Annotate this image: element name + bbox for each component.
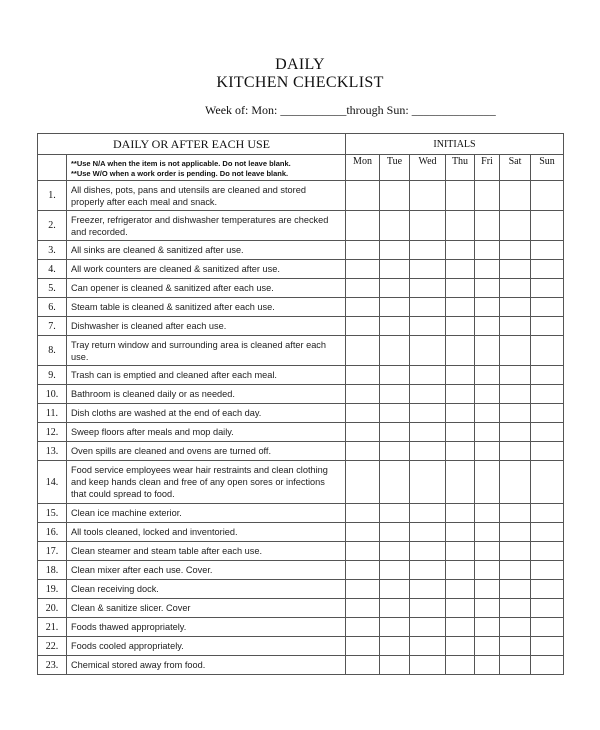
item-number: 22. [38,637,67,656]
subheader-row [38,155,564,181]
initials-cell-mon[interactable] [346,461,380,504]
task-description: Clean mixer after each use. Cover. [67,561,346,580]
checklist-row [38,366,564,385]
initials-cell-thu[interactable] [446,211,475,241]
initials-cell-wed[interactable] [410,404,446,423]
item-number: 18. [38,561,67,580]
initials-cell-sat[interactable] [500,211,531,241]
initials-cell-tue[interactable] [380,404,410,423]
item-number: 7. [38,317,67,336]
checklist-row [38,461,564,504]
initials-cell-tue[interactable] [380,241,410,260]
day-header-thu: Thu [446,155,475,181]
initials-cell-wed[interactable] [410,656,446,675]
initials-cell-wed[interactable] [410,599,446,618]
initials-cell-fri[interactable] [475,241,500,260]
initials-cell-mon[interactable] [346,181,380,211]
item-number: 3. [38,241,67,260]
checklist-row [38,656,564,675]
initials-cell-wed[interactable] [410,260,446,279]
initials-cell-sat[interactable] [500,599,531,618]
task-description: All work counters are cleaned & sanitized after use. [67,260,346,279]
task-description: Bathroom is cleaned daily or as needed. [67,385,346,404]
checklist-row [38,580,564,599]
initials-cell-sat[interactable] [500,366,531,385]
initials-cell-wed[interactable] [410,279,446,298]
initials-cell-mon[interactable] [346,336,380,366]
task-description: Dishwasher is cleaned after each use. [67,317,346,336]
item-number: 4. [38,260,67,279]
task-description: Clean & sanitize slicer. Cover [67,599,346,618]
initials-cell-thu[interactable] [446,423,475,442]
initials-cell-sun[interactable] [531,241,564,260]
item-number: 9. [38,366,67,385]
initials-cell-tue[interactable] [380,442,410,461]
initials-cell-wed[interactable] [410,241,446,260]
initials-cell-tue[interactable] [380,385,410,404]
initials-cell-mon[interactable] [346,211,380,241]
initials-cell-fri[interactable] [475,279,500,298]
initials-cell-thu[interactable] [446,317,475,336]
checklist-row [38,336,564,366]
initials-cell-wed[interactable] [410,423,446,442]
initials-cell-fri[interactable] [475,298,500,317]
initials-cell-wed[interactable] [410,461,446,504]
initials-cell-sat[interactable] [500,336,531,366]
initials-cell-tue[interactable] [380,181,410,211]
initials-cell-sat[interactable] [500,656,531,675]
task-description: Steam table is cleaned & sanitized after each use. [67,298,346,317]
initials-cell-mon[interactable] [346,241,380,260]
initials-cell-thu[interactable] [446,366,475,385]
item-number: 10. [38,385,67,404]
initials-cell-fri[interactable] [475,404,500,423]
initials-cell-sun[interactable] [531,461,564,504]
initials-cell-thu[interactable] [446,561,475,580]
initials-cell-sun[interactable] [531,404,564,423]
item-number: 1. [38,181,67,211]
initials-cell-thu[interactable] [446,241,475,260]
initials-cell-thu[interactable] [446,181,475,211]
header-row [38,134,564,155]
initials-cell-sun[interactable] [531,181,564,211]
initials-cell-tue[interactable] [380,260,410,279]
initials-cell-sat[interactable] [500,504,531,523]
initials-cell-fri[interactable] [475,211,500,241]
initials-cell-thu[interactable] [446,580,475,599]
initials-cell-wed[interactable] [410,336,446,366]
initials-cell-mon[interactable] [346,404,380,423]
initials-cell-mon[interactable] [346,504,380,523]
initials-header: INITIALS [346,134,564,155]
initials-cell-wed[interactable] [410,317,446,336]
task-description: Clean steamer and steam table after each use. [67,542,346,561]
initials-cell-fri[interactable] [475,366,500,385]
initials-cell-wed[interactable] [410,618,446,637]
initials-cell-sat[interactable] [500,442,531,461]
day-header-wed: Wed [410,155,446,181]
initials-cell-mon[interactable] [346,298,380,317]
initials-cell-sun[interactable] [531,523,564,542]
notes-cell [67,155,346,181]
initials-cell-thu[interactable] [446,542,475,561]
initials-cell-mon[interactable] [346,599,380,618]
initials-cell-sat[interactable] [500,423,531,442]
initials-cell-sun[interactable] [531,504,564,523]
task-description: Foods thawed appropriately. [67,618,346,637]
initials-cell-fri[interactable] [475,523,500,542]
initials-cell-sun[interactable] [531,599,564,618]
initials-cell-tue[interactable] [380,656,410,675]
item-number: 20. [38,599,67,618]
task-description: Can opener is cleaned & sanitized after each use. [67,279,346,298]
initials-cell-sat[interactable] [500,385,531,404]
initials-cell-sat[interactable] [500,241,531,260]
initials-cell-sun[interactable] [531,542,564,561]
initials-cell-sun[interactable] [531,637,564,656]
checklist-row [38,181,564,211]
initials-cell-thu[interactable] [446,404,475,423]
task-description: Oven spills are cleaned and ovens are turned off. [67,442,346,461]
initials-cell-fri[interactable] [475,336,500,366]
item-number: 11. [38,404,67,423]
initials-cell-mon[interactable] [346,561,380,580]
initials-cell-sat[interactable] [500,523,531,542]
checklist-row [38,241,564,260]
initials-cell-mon[interactable] [346,260,380,279]
initials-cell-thu[interactable] [446,504,475,523]
initials-cell-fri[interactable] [475,423,500,442]
initials-cell-tue[interactable] [380,542,410,561]
initials-cell-sat[interactable] [500,181,531,211]
initials-cell-wed[interactable] [410,637,446,656]
checklist-row [38,504,564,523]
item-number: 17. [38,542,67,561]
initials-cell-tue[interactable] [380,423,410,442]
item-number: 8. [38,336,67,366]
week-of-line: Week of: Mon: ___________through Sun: ______________ [205,103,496,117]
initials-cell-sat[interactable] [500,461,531,504]
item-number: 19. [38,580,67,599]
note-na: **Use N/A when the item is not applicable. Do not leave blank. [71,158,291,168]
initials-cell-mon[interactable] [346,385,380,404]
task-description: Clean receiving dock. [67,580,346,599]
checklist-row [38,260,564,279]
initials-cell-sat[interactable] [500,580,531,599]
task-description: Clean ice machine exterior. [67,504,346,523]
initials-cell-sun[interactable] [531,618,564,637]
initials-cell-fri[interactable] [475,461,500,504]
initials-cell-sat[interactable] [500,618,531,637]
initials-cell-wed[interactable] [410,442,446,461]
task-description: Foods cooled appropriately. [67,637,346,656]
initials-cell-sun[interactable] [531,298,564,317]
checklist-row [38,442,564,461]
initials-cell-thu[interactable] [446,599,475,618]
initials-cell-tue[interactable] [380,637,410,656]
initials-cell-thu[interactable] [446,298,475,317]
initials-cell-sat[interactable] [500,561,531,580]
initials-cell-tue[interactable] [380,461,410,504]
checklist-row [38,317,564,336]
initials-cell-sat[interactable] [500,298,531,317]
initials-cell-fri[interactable] [475,580,500,599]
initials-cell-tue[interactable] [380,580,410,599]
initials-cell-sun[interactable] [531,211,564,241]
checklist-row [38,523,564,542]
main-header: DAILY OR AFTER EACH USE [38,134,346,155]
initials-cell-mon[interactable] [346,423,380,442]
item-number: 6. [38,298,67,317]
checklist-row [38,561,564,580]
initials-cell-mon[interactable] [346,618,380,637]
checklist-row [38,279,564,298]
checklist-row [38,599,564,618]
initials-cell-sun[interactable] [531,580,564,599]
initials-cell-mon[interactable] [346,279,380,298]
initials-cell-sat[interactable] [500,260,531,279]
initials-cell-mon[interactable] [346,580,380,599]
initials-cell-mon[interactable] [346,317,380,336]
checklist-table [37,133,564,675]
initials-cell-sun[interactable] [531,423,564,442]
document-title-line1: DAILY [275,56,325,73]
item-number: 14. [38,461,67,504]
initials-cell-sat[interactable] [500,637,531,656]
initials-cell-sun[interactable] [531,336,564,366]
initials-cell-fri[interactable] [475,181,500,211]
checklist-row [38,423,564,442]
day-header-tue: Tue [380,155,410,181]
initials-cell-wed[interactable] [410,523,446,542]
initials-cell-tue[interactable] [380,336,410,366]
initials-cell-thu[interactable] [446,385,475,404]
initials-cell-sat[interactable] [500,542,531,561]
initials-cell-thu[interactable] [446,523,475,542]
checklist-row [38,618,564,637]
initials-cell-thu[interactable] [446,656,475,675]
initials-cell-thu[interactable] [446,279,475,298]
initials-cell-sun[interactable] [531,260,564,279]
initials-cell-fri[interactable] [475,317,500,336]
initials-cell-fri[interactable] [475,385,500,404]
initials-cell-sun[interactable] [531,656,564,675]
initials-cell-fri[interactable] [475,260,500,279]
initials-cell-fri[interactable] [475,599,500,618]
notes-number-cell [38,155,67,181]
initials-cell-tue[interactable] [380,211,410,241]
initials-cell-mon[interactable] [346,442,380,461]
initials-cell-tue[interactable] [380,561,410,580]
initials-cell-sun[interactable] [531,442,564,461]
initials-cell-mon[interactable] [346,542,380,561]
initials-cell-wed[interactable] [410,181,446,211]
task-description: Dish cloths are washed at the end of each day. [67,404,346,423]
initials-cell-tue[interactable] [380,317,410,336]
initials-cell-wed[interactable] [410,298,446,317]
initials-cell-thu[interactable] [446,442,475,461]
task-description: Sweep floors after meals and mop daily. [67,423,346,442]
task-description: Freezer, refrigerator and dishwasher temperatures are checked and recorded. [67,211,346,241]
initials-cell-sun[interactable] [531,279,564,298]
initials-cell-wed[interactable] [410,542,446,561]
initials-cell-wed[interactable] [410,211,446,241]
initials-cell-mon[interactable] [346,366,380,385]
initials-cell-thu[interactable] [446,461,475,504]
item-number: 23. [38,656,67,675]
initials-cell-thu[interactable] [446,618,475,637]
initials-cell-thu[interactable] [446,260,475,279]
day-header-sat: Sat [500,155,531,181]
document-title-line2: KITCHEN CHECKLIST [216,74,384,91]
initials-cell-sun[interactable] [531,561,564,580]
initials-cell-sun[interactable] [531,385,564,404]
initials-cell-wed[interactable] [410,366,446,385]
initials-cell-thu[interactable] [446,336,475,366]
initials-cell-sat[interactable] [500,404,531,423]
initials-cell-fri[interactable] [475,561,500,580]
note-wo: **Use W/O when a work order is pending. Do not leave blank. [71,168,289,178]
task-description: Chemical stored away from food. [67,656,346,675]
initials-cell-tue[interactable] [380,504,410,523]
initials-cell-sun[interactable] [531,317,564,336]
task-description: All sinks are cleaned & sanitized after use. [67,241,346,260]
checklist-row [38,404,564,423]
item-number: 13. [38,442,67,461]
checklist-row [38,211,564,241]
checklist-row [38,385,564,404]
initials-cell-fri[interactable] [475,637,500,656]
initials-cell-tue[interactable] [380,298,410,317]
task-description: Food service employees wear hair restraints and clean clothing and keep hands clean and free of any open sores or infections that could spread to food. [67,461,346,504]
item-number: 16. [38,523,67,542]
item-number: 5. [38,279,67,298]
initials-cell-wed[interactable] [410,385,446,404]
initials-cell-fri[interactable] [475,542,500,561]
initials-cell-thu[interactable] [446,637,475,656]
task-description: Trash can is emptied and cleaned after each meal. [67,366,346,385]
day-header-fri: Fri [475,155,500,181]
initials-cell-tue[interactable] [380,523,410,542]
task-description: All dishes, pots, pans and utensils are cleaned and stored properly after each meal and snack. [67,181,346,211]
initials-cell-tue[interactable] [380,279,410,298]
item-number: 15. [38,504,67,523]
task-description: Tray return window and surrounding area is cleaned after each use. [67,336,346,366]
initials-cell-sun[interactable] [531,366,564,385]
item-number: 12. [38,423,67,442]
initials-cell-mon[interactable] [346,656,380,675]
initials-cell-wed[interactable] [410,504,446,523]
initials-cell-sat[interactable] [500,279,531,298]
checklist-row [38,542,564,561]
initials-cell-tue[interactable] [380,366,410,385]
task-description: All tools cleaned, locked and inventoried. [67,523,346,542]
item-number: 21. [38,618,67,637]
checklist-row [38,298,564,317]
initials-cell-fri[interactable] [475,656,500,675]
initials-cell-mon[interactable] [346,637,380,656]
initials-cell-tue[interactable] [380,618,410,637]
day-header-sun: Sun [531,155,564,181]
checklist-row [38,637,564,656]
initials-cell-fri[interactable] [475,618,500,637]
initials-cell-tue[interactable] [380,599,410,618]
initials-cell-wed[interactable] [410,561,446,580]
day-header-mon: Mon [346,155,380,181]
initials-cell-wed[interactable] [410,580,446,599]
initials-cell-sat[interactable] [500,317,531,336]
initials-cell-fri[interactable] [475,442,500,461]
item-number: 2. [38,211,67,241]
initials-cell-fri[interactable] [475,504,500,523]
initials-cell-mon[interactable] [346,523,380,542]
